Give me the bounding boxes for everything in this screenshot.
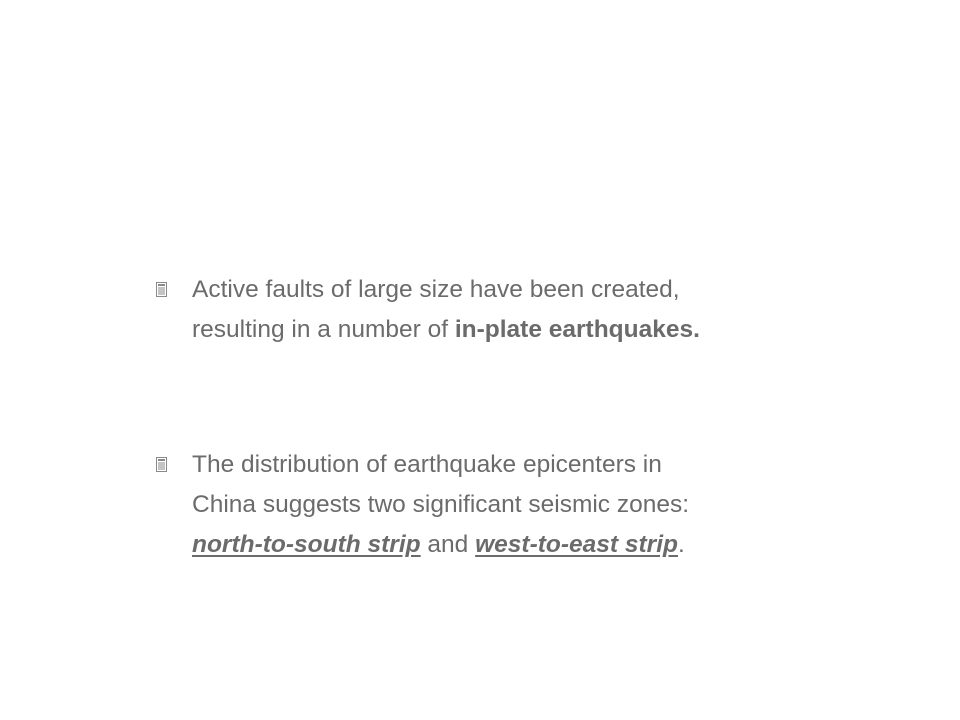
bullet-text xyxy=(192,270,700,350)
bullet-text-segment: resulting in a number of xyxy=(192,316,455,343)
bullet-line: Active faults of large size have been created, xyxy=(192,276,680,303)
bullet-item xyxy=(156,445,876,565)
bold-phrase: in-plate earthquakes. xyxy=(454,316,700,343)
bullet-line: China suggests two significant seismic zones: xyxy=(192,491,690,518)
emphasized-phrase: north-to-south strip xyxy=(192,531,421,558)
emphasized-phrase: west-to-east strip xyxy=(475,531,678,558)
bullet-text xyxy=(192,445,689,565)
bullet-line xyxy=(192,525,689,565)
bullet-line: The distribution of earthquake epicenters in xyxy=(192,451,662,478)
bullet-line xyxy=(192,310,700,350)
document-bullet-icon xyxy=(156,270,192,298)
bullet-item xyxy=(156,270,876,350)
document-bullet-icon xyxy=(156,445,192,473)
bullet-text-segment: . xyxy=(677,531,685,558)
bullet-text-segment: and xyxy=(420,531,476,558)
